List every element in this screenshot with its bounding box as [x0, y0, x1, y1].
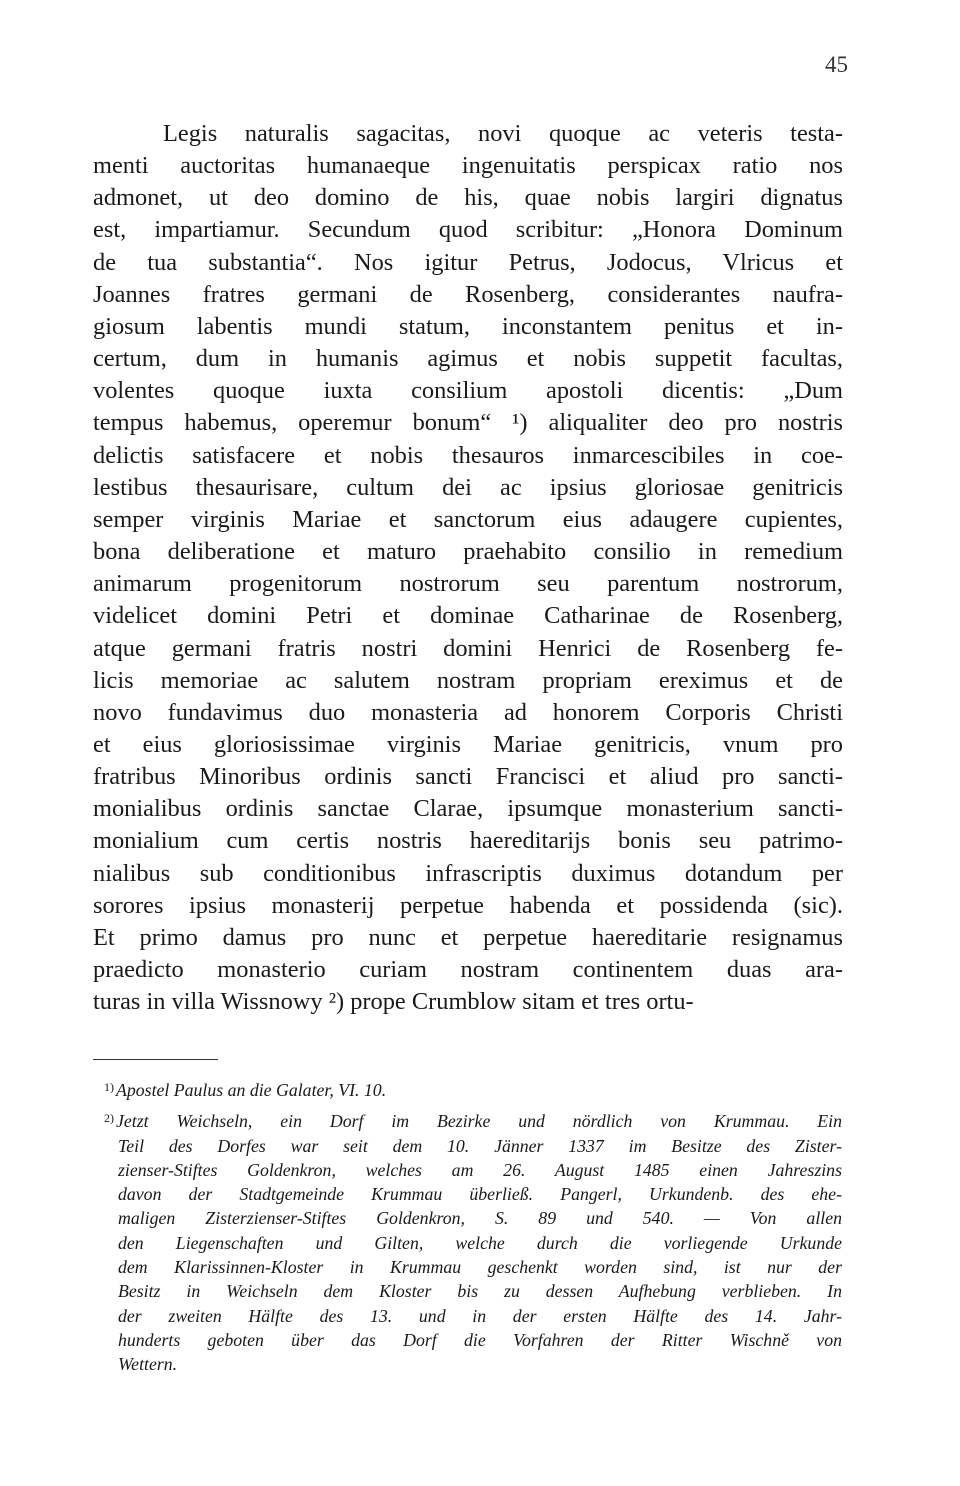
body-line: est, impartiamur. Secundum quod scribitur: „Honora Dominum: [93, 216, 843, 244]
footnote: [104, 1075, 842, 1102]
body-line: volentes quoque iuxta consilium apostoli dicentis: „Dum: [93, 377, 843, 405]
body-line: tempus habemus, operemur bonum“ ¹) aliqualiter deo pro nostris: [93, 409, 843, 437]
footnote-text: Apostel Paulus an die Galater, VI. 10.: [116, 1080, 387, 1100]
body-line: sorores ipsius monasterij perpetue habenda et possidenda (sic).: [93, 891, 843, 919]
body-line: delictis satisfacere et nobis thesauros inmarcescibiles in coe-: [93, 441, 843, 469]
body-line: Joannes fratres germani de Rosenberg, considerantes naufra-: [93, 280, 843, 308]
body-line: menti auctoritas humanaeque ingenuitatis perspicax ratio nos: [93, 152, 843, 180]
footnote-line: [118, 1352, 842, 1376]
footnotes: [104, 1075, 842, 1377]
footnote-line: [118, 1328, 842, 1352]
footnote-mark: 1): [104, 1080, 114, 1094]
footnote-text: Besitz in Weichseln dem Kloster bis zu dessen Aufhebung verblieben. In: [118, 1281, 842, 1302]
footnote-text: zienser-Stiftes Goldenkron, welches am 26. August 1485 einen Jahreszins: [118, 1159, 842, 1180]
footnote-text: maligen Zisterzienser-Stiftes Goldenkron, S. 89 und 540. — Von allen: [118, 1208, 842, 1229]
body-line: Et primo damus pro nunc et perpetue haereditarie resignamus: [93, 923, 843, 951]
body-text: [93, 118, 843, 1018]
body-line: monialibus ordinis sanctae Clarae, ipsumque monasterium sancti-: [93, 795, 843, 823]
body-line: et eius gloriosissimae virginis Mariae genitricis, vnum pro: [93, 730, 843, 758]
footnote-line: [118, 1134, 842, 1158]
body-line: lestibus thesaurisare, cultum dei ac ipsius gloriosae genitricis: [93, 473, 843, 501]
footnote-text: Jetzt Weichseln, ein Dorf im Bezirke und nördlich von Krummau. Ein: [116, 1111, 842, 1132]
footnote-text: davon der Stadtgemeinde Krummau überließ. Pangerl, Urkundenb. des ehe-: [118, 1184, 842, 1205]
body-line: novo fundavimus duo monasteria ad honorem Corporis Christi: [93, 698, 843, 726]
footnote-text: der zweiten Hälfte des 13. und in der ersten Hälfte des 14. Jahr-: [118, 1305, 842, 1326]
footnote-line: [104, 1106, 842, 1133]
footnote-line: [118, 1231, 842, 1255]
footnote-text: Teil des Dorfes war seit dem 10. Jänner 1337 im Besitze des Zister-: [118, 1135, 842, 1156]
footnote-text: dem Klarissinnen-Kloster in Krummau geschenkt worden sind, ist nur der: [118, 1257, 842, 1278]
footnote-rule: [93, 1059, 218, 1060]
body-line: Legis naturalis sagacitas, novi quoque ac veteris testa-: [163, 120, 843, 147]
footnote-line: [118, 1255, 842, 1279]
footnote-line: [118, 1304, 842, 1328]
body-line: nialibus sub conditionibus infrascriptis duximus dotandum per: [93, 859, 843, 887]
body-line: semper virginis Mariae et sanctorum eius adaugere cupientes,: [93, 505, 843, 533]
body-line: animarum progenitorum nostrorum seu parentum nostrorum,: [93, 570, 843, 598]
body-line: admonet, ut deo domino de his, quae nobis largiri dignatus: [93, 184, 843, 212]
footnote-line: [118, 1158, 842, 1182]
footnote-line: [118, 1182, 842, 1206]
footnote-text: Wettern.: [118, 1354, 178, 1375]
footnote-line: [104, 1075, 842, 1102]
footnote-line: [118, 1279, 842, 1303]
body-line: licis memoriae ac salutem nostram propriam ereximus et de: [93, 666, 843, 694]
footnote: [104, 1106, 842, 1376]
body-line: videlicet domini Petri et dominae Catharinae de Rosenberg,: [93, 602, 843, 630]
footnote-text: den Liegenschaften und Gilten, welche durch die vorliegende Urkunde: [118, 1232, 842, 1253]
footnote-line: [118, 1206, 842, 1230]
body-line: de tua substantia“. Nos igitur Petrus, Jodocus, Vlricus et: [93, 248, 843, 276]
body-line: atque germani fratris nostri domini Henrici de Rosenberg fe-: [93, 634, 843, 662]
body-line: certum, dum in humanis agimus et nobis suppetit facultas,: [93, 345, 843, 373]
footnote-text: hunderts geboten über das Dorf die Vorfahren der Ritter Wischně von: [118, 1329, 842, 1350]
body-line: fratribus Minoribus ordinis sancti Francisci et aliud pro sancti-: [93, 763, 843, 791]
body-line: turas in villa Wissnowy ²) prope Crumblow sitam et tres ortu-: [93, 988, 694, 1016]
footnote-mark: 2): [104, 1111, 114, 1126]
body-line: bona deliberatione et maturo praehabito consilio in remedium: [93, 538, 843, 566]
body-line: monialium cum certis nostris haereditarijs bonis seu patrimo-: [93, 827, 843, 855]
page-number: 45: [825, 52, 848, 77]
body-line: giosum labentis mundi statum, inconstantem penitus et in-: [93, 312, 843, 340]
body-line: praedicto monasterio curiam nostram continentem duas ara-: [93, 956, 843, 984]
